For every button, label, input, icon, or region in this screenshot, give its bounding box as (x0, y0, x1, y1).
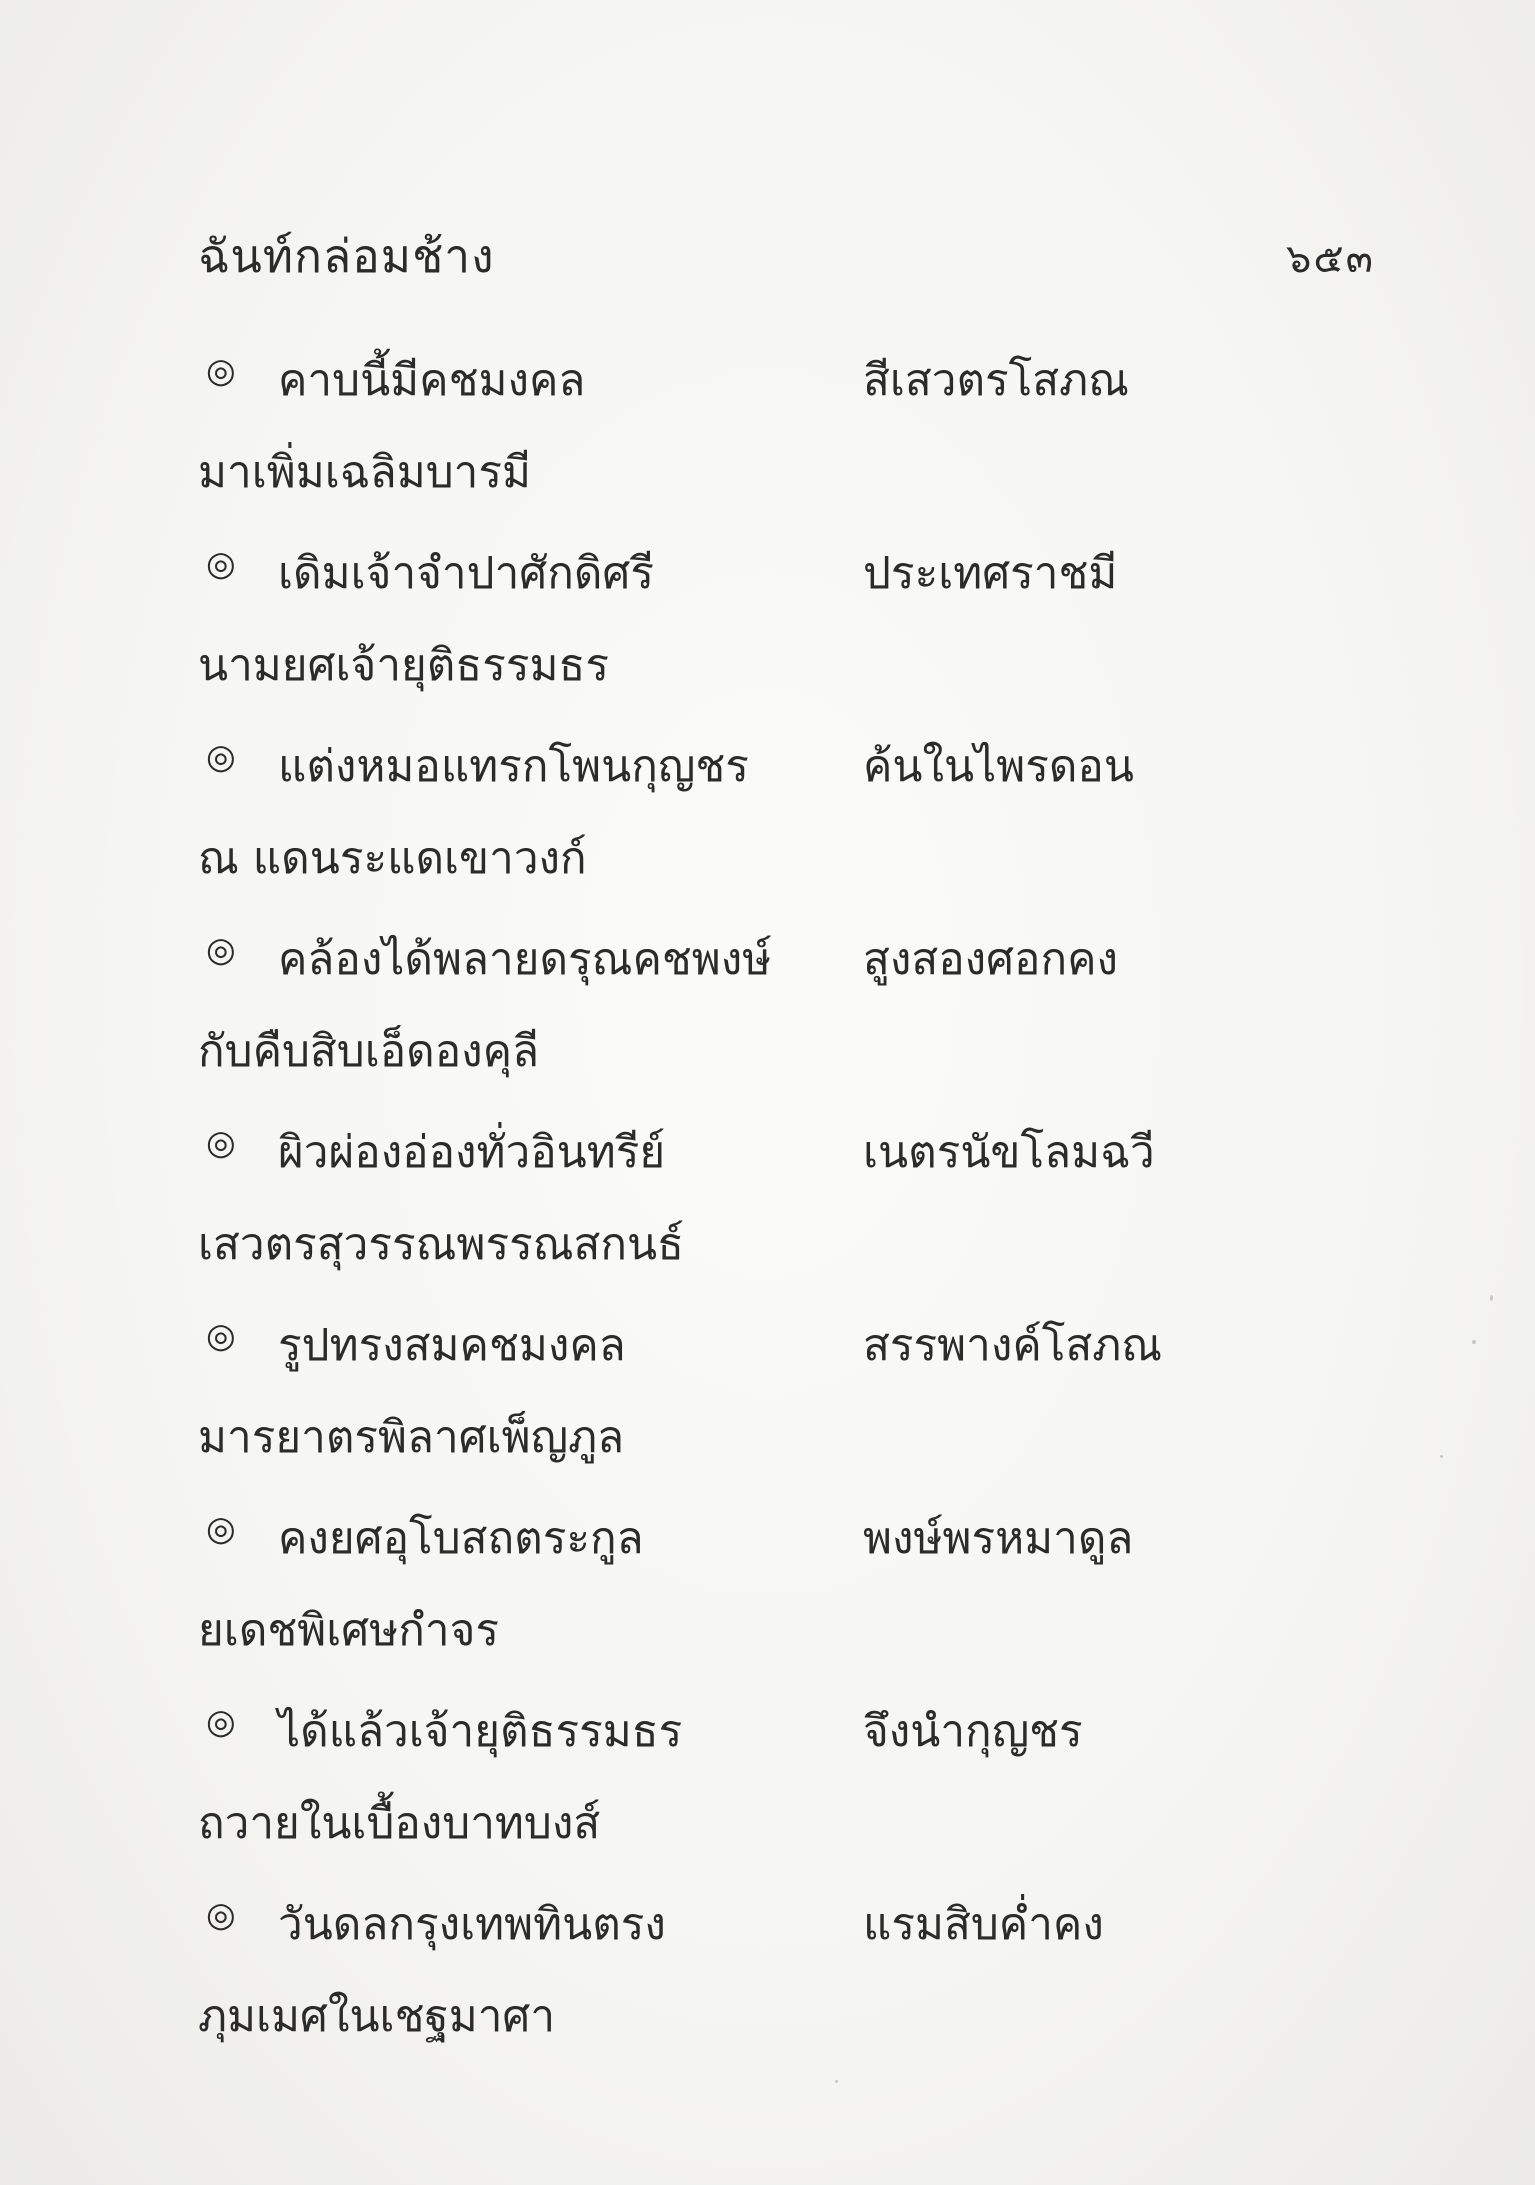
verse-line-continuation: กับคืบสิบเอ็ดองคุลี (198, 1026, 540, 1077)
paper-speck (1490, 1295, 1493, 1301)
verse-hemistich-second: ค้นในไพรดอน (863, 741, 1134, 792)
verse-hemistich-second: แรมสิบค่ำคง (863, 1899, 1104, 1950)
verse-hemistich-first: ได้แล้วเจ้ายุติธรรมธร (278, 1706, 683, 1757)
verse-line (198, 1117, 1378, 1187)
verse-line (198, 731, 1378, 801)
verse-line-continuation: ยเดชพิเศษกำจร (198, 1605, 499, 1656)
stanza (198, 924, 1378, 1117)
stanza (198, 731, 1378, 924)
verse-bullet-icon: ◎ (206, 544, 236, 584)
verse-hemistich-first: ผิวผ่องอ่องทั่วอินทรีย์ (278, 1127, 666, 1178)
verse-line (198, 1310, 1378, 1380)
verse-hemistich-first: รูปทรงสมคชมงคล (278, 1320, 626, 1371)
verse-line-continuation: ถวายในเบื้องบาทบงส์ (198, 1798, 601, 1849)
verse-bullet-icon: ◎ (206, 930, 236, 970)
verse-line-continuation: นามยศเจ้ายุติธรรมธร (198, 640, 609, 691)
paper-speck (835, 2080, 838, 2083)
verse-line-continuation: ณ แดนระแดเขาวงก์ (198, 833, 587, 884)
verse-line (198, 1503, 1378, 1573)
verse-line-continuation: ภุมเมศในเชฐมาศา (198, 1991, 556, 2042)
stanza (198, 1503, 1378, 1696)
verse-hemistich-second: ประเทศราชมี (863, 548, 1118, 599)
stanza (198, 1117, 1378, 1310)
stanza (198, 538, 1378, 731)
verse-bullet-icon: ◎ (206, 1316, 236, 1356)
stanza (198, 1889, 1378, 2082)
verse-line (198, 345, 1378, 415)
verse-line (198, 538, 1378, 608)
verse-line-continuation: มาเพิ่มเฉลิมบารมี (198, 447, 532, 498)
verse-hemistich-second: สีเสวตรโสภณ (863, 355, 1129, 406)
paper-speck (1472, 1340, 1476, 1344)
verse-line-continuation: มารยาตรพิลาศเพ็ญภูล (198, 1412, 625, 1463)
verse-hemistich-second: เนตรนัขโลมฉวี (863, 1127, 1155, 1178)
poem-body (198, 345, 1378, 2082)
page-number: ๖๕๓ (1285, 236, 1375, 282)
stanza (198, 1696, 1378, 1889)
verse-hemistich-second: สรรพางค์โสภณ (863, 1320, 1163, 1371)
verse-bullet-icon: ◎ (206, 1509, 236, 1549)
verse-line (198, 1696, 1378, 1766)
verse-line-continuation: เสวตรสุวรรณพรรณสกนธ์ (198, 1219, 684, 1270)
verse-bullet-icon: ◎ (206, 1702, 236, 1742)
verse-hemistich-first: วันดลกรุงเทพทินตรง (278, 1899, 666, 1950)
paper-speck (1440, 1455, 1443, 1458)
verse-bullet-icon: ◎ (206, 737, 236, 777)
stanza (198, 345, 1378, 538)
running-title: ฉันท์กล่อมช้าง (198, 229, 495, 283)
verse-bullet-icon: ◎ (206, 1123, 236, 1163)
verse-hemistich-second: สูงสองศอกคง (863, 934, 1119, 985)
page-header (198, 220, 1375, 300)
verse-bullet-icon: ◎ (206, 351, 236, 391)
verse-hemistich-second: จึงนำกุญชร (863, 1706, 1083, 1757)
stanza (198, 1310, 1378, 1503)
verse-line (198, 924, 1378, 994)
verse-hemistich-first: แต่งหมอแทรกโพนกุญชร (278, 741, 749, 792)
verse-hemistich-first: คาบนี้มีคชมงคล (278, 355, 586, 406)
verse-line (198, 1889, 1378, 1959)
verse-hemistich-first: เดิมเจ้าจำปาศักดิศรี (278, 548, 654, 599)
verse-hemistich-second: พงษ์พรหมาดูล (863, 1513, 1134, 1564)
verse-hemistich-first: คงยศอุโบสถตระกูล (278, 1513, 644, 1564)
verse-hemistich-first: คล้องได้พลายดรุณคชพงษ์ (278, 934, 772, 985)
verse-bullet-icon: ◎ (206, 1895, 236, 1935)
